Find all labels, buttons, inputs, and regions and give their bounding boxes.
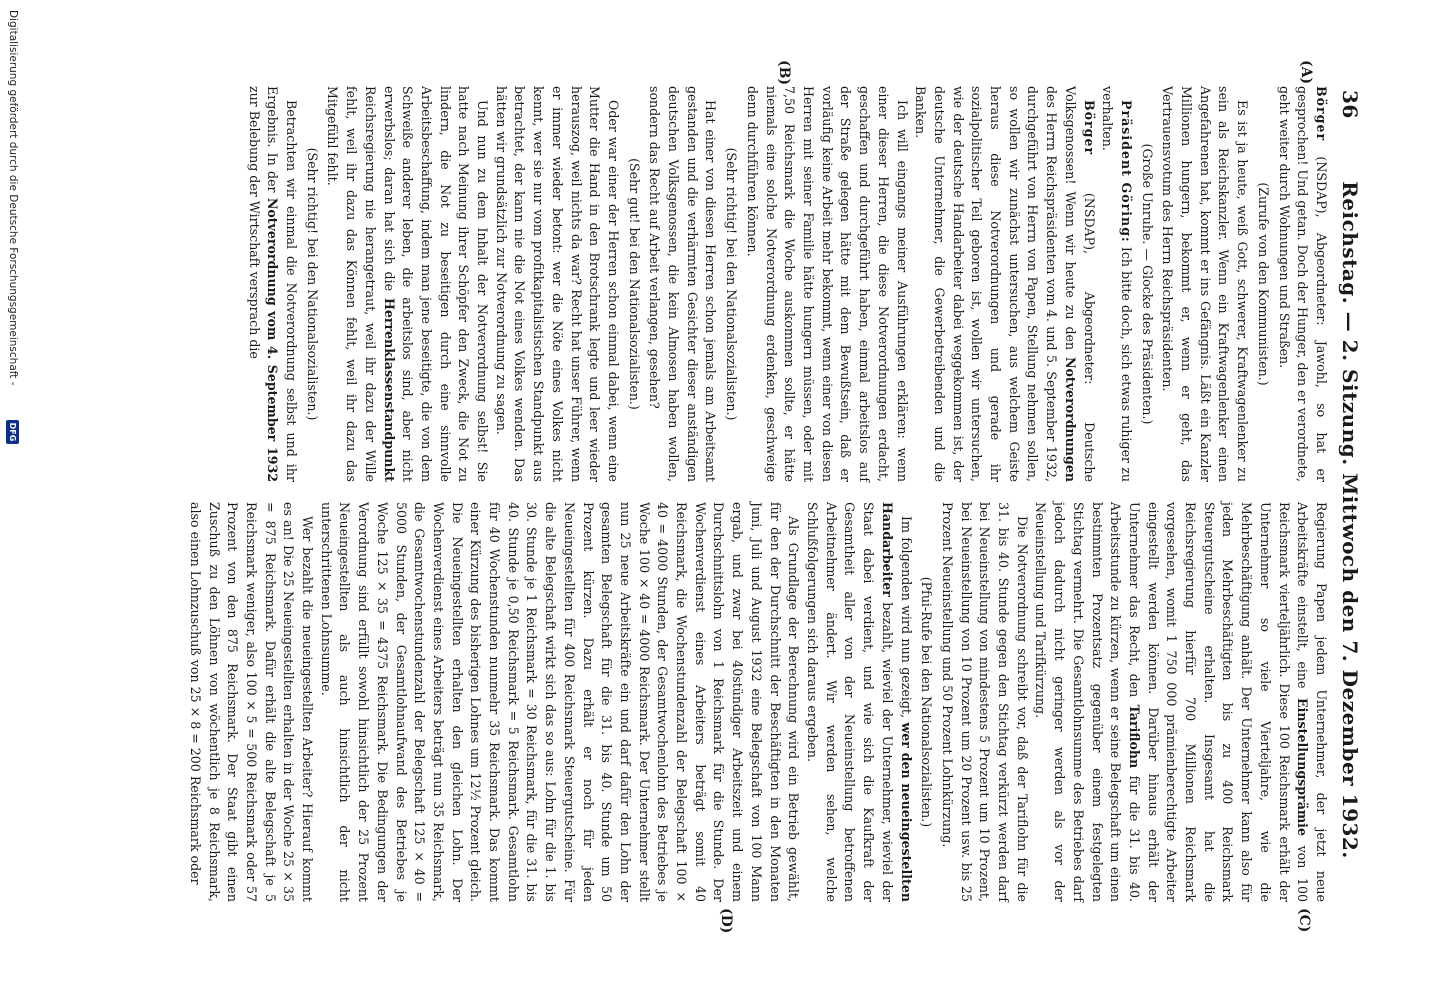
- paragraph-text: des Herrn Reichspräsidenten vom 4. und 5. September 1932, durchgeführt von Herrn von Papen, Stellung nehmen sollen, so wollen wir zunächst untersuchen, aus welchem Geiste heraus diese Notverordnungen und gerade ihr sozialpolitischer Teil geboren ist, wollen wir untersuchen, wie der deutsche Handarbeiter dabei weggekommen ist, der deutsche Unternehmer, die Gewerbetreibenden und die Banken.: [913, 86, 1060, 482]
- paragraph-text: von 100 Reichsmark vierteljährlich. Diese 100 Reichsmark erhält der Unternehmer so viele Vierteljahre, wie die Mehrbeschäftigung anhält. Der Unternehmer kann also für jeden Mehrbeschäftigten bis zu 400 Reichsmark Steuergutscheine erhalten. Insgesamt hat die Reichsregierung hierfür 700 Millionen Reichsmark vorgesehen, womit 1 750 000 prämienberechtigte Arbeiter eingestellt werden können. Darüber hinaus erhält der Unternehmer das Recht, den: [1126, 502, 1311, 902]
- emphasis-text: Herrenklassenstandpunkt: [381, 297, 397, 482]
- paragraph: Es ist ja heute, weiß Gott, schwerer, Kraftwagenlenker zu sein als Reichskanzler. Wenn ein Kraftwagenlenker einen Angefahrenen hat, kommt er ins Gefängnis. Läßt ein Kanzler Millionen hungern, bekommt er, wenn er geht, das Vertrauensvotum des Herrn Reichspräsidenten.: [1160, 86, 1251, 482]
- digitization-footer: [3, 0, 21, 1000]
- interjection: (Sehr richtig! bei den Nationalsozialisten.): [724, 147, 740, 421]
- paragraph: Die Notverordnung schreibt vor, daß der Tariflohn für die 31. bis 40. Stunde gegen den Stichtag verkürzt werden darf bei Neueinstellung von mindestens 5 Prozent um 10 Prozent, bei Neueinstellung von 10 Prozent um 20 Prozent usw. bis 25 Prozent Neueinstellung und 50 Prozent Lohnkürzung.: [939, 502, 1030, 902]
- paragraph-text: (NSDAP), Abgeordneter: Jawohl, so hat er gesprochen! Und getan. Doch der Hunger, den er verordnete, geht weiter durch Wohnungen und Straßen.: [1276, 86, 1329, 482]
- left-column: [246, 86, 1330, 482]
- margin-letter-a: (A): [1298, 60, 1314, 85]
- paragraph: Als Grundlage der Berechnung wird ein Betrieb gewählt, für den der Durchschnitt der Beschäftigten in den Monaten Juni, Juli und August 1932 eine Belegschaft von 100 Mann ergab, und zwar bei 40stündiger Arbeitszeit und einem Durchschnittslohn von 1 Reichsmark für die Stunde. Der Wochenverdienst eines Arbeiters beträgt somit 40 Reichsmark, die Wochenstundenzahl der Belegschaft 100 × 40 = 4000 Stunden, der Gesamtwochenlohn des Betriebes je Woche 100 × 40 = 4000 Reichsmark. Der Unternehmer stellt nun 25 neue Arbeitskräfte ein und darf dafür den Lohn der gesamten Belegschaft für die 31. bis 40. Stunde um 50 Prozent kürzen. Dazu erhält er noch für jeden Neueingestellten für 400 Reichsmark Steuergutscheine. Für die alte Belegschaft wirkt sich das so aus: Lohn für die 1. bis 30. Stunde je 1 Reichsmark = 30 Reichsmark, für die 31. bis 40. Stunde je 0,50 Reichsmark = 5 Reichsmark. Gesamtlohn für 40 Wochenstunden nunmehr 35 Reichsmark. Das kommt einer Kürzung des bisherigen Lohnes um 12½ Prozent gleich. Die Neueingestellten erhalten den gleichen Lohn. Der Wochenverdienst eines Arbeiters beträgt nun 35 Reichsmark, die Gesamtwochenstundenzahl der Belegschaft 125 × 40 = 5000 Stunden, der Gesamtlohnaufwand des Betriebes je Woche 125 × 35 = 4375 Reichsmark. Die Bedingungen der Verordnung sind erfüllt sowohl hinsichtlich der 25 Prozent Neueingestellten als auch hinsichtlich der nicht unterschrittenen Lohnsumme.: [318, 502, 802, 902]
- emphasis-text: Einstellungsprämie: [1295, 698, 1311, 836]
- paragraph-text: Regierung Papen jedem Unternehmer, der jetzt neue Arbeitskräfte einstellt, eine: [1295, 502, 1329, 902]
- paragraph-text: Ich bitte doch, sich etwas ruhiger zu verhalten.: [1100, 86, 1134, 482]
- emphasis-text: Tariflohn: [1126, 704, 1142, 769]
- interjection: (Sehr richtig! bei den Nationalsozialisten.): [304, 147, 320, 421]
- interjection: (Zurufe von den Kommunisten.): [1255, 182, 1271, 386]
- paragraph: Oder war einer der Herren schon einmal dabei, wenn eine Mutter die Hand in den Brotschrank legte und leer wieder herauszog, weil nichts da war? Recht hat unser Führer, wenn er immer wieder betont: wer die Nöte eines Volkes nicht kennt, wer sie nur vom profitkapitalistischen Standpunkt aus betrachtet, der kann nie die Not eines Volkes wenden. Das hätten wir grundsätzlich zur Notverordnung zu sagen.: [493, 86, 621, 482]
- page-number: 36: [1338, 90, 1362, 119]
- paragraph-text: zur Belebung der Wirtschaft versprach die: [246, 86, 262, 359]
- paragraph-text: Und nun zu dem Inhalt der Notverordnung selbst! Sie hatte nach Meinung ihrer Schöpfer den Zweck, die Not zu lindern, die Not zu beseitigen durch eine sinnvolle Arbeitsbeschaffung, indem man jene beseitigte, die von dem Schweiße anderer leben, die arbeitslos sind, aber nicht erwerbslos; daran hat sich die: [381, 86, 491, 482]
- paragraph: Wer bezahlt die neueingestellten Arbeiter? Hierauf kommt es an! Die 25 Neueingestellten erhalten in der Woche 25 × 35 = 875 Reichsmark. Dafür erhält die alte Belegschaft je 5 Reichsmark weniger, also 100 × 5 = 500 Reichsmark oder 57 Prozent von den 875 Reichsmark. Der Staat gibt einen Zuschuß zu den Löhnen von wöchentlich je 8 Reichsmark, also einen Lohnzuschuß von 25 × 8 = 200 Reichsmark oder: [187, 502, 316, 902]
- speaker-name: Börger: [1314, 86, 1329, 142]
- page-title: Reichstag. — 2. Sitzung. Mittwoch den 7. Dezember 1932.: [1338, 181, 1362, 859]
- interjection: (Große Unruhe. — Glocke des Präsidenten.): [1139, 143, 1155, 425]
- emphasis-text: wer den neueingestellten Handarbeiter: [879, 502, 914, 902]
- paragraph: [911, 86, 1098, 482]
- paragraph: [802, 502, 914, 902]
- emphasis-text: Notverordnungen: [1062, 357, 1078, 482]
- paragraph: Ich will eingangs meiner Ausführungen erklären: wenn einer dieser Herren, die diese Notverordnungen erdacht, geschaffen und durchgeführt haben, einmal arbeitslos auf der Straße gelegen hätte mit dem Bewußtsein, daß er vorläufig keine Arbeit mehr bekommt, wenn einer von diesen Herren mit seiner Familie hätte hungern müssen, oder mit 7,50 Reichsmark die Woche auskommen sollte, er hätte niemals eine solche Notverordnung erdenken, geschweige denn durchführen können.: [744, 86, 910, 482]
- paragraph-text: bezahlt, wieviel der Unternehmer, wieviel der Staat dabei verdient, und wie sich die Kaufkraft der Gesamtheit aller von der Neueinstellung betroffenen Arbeitnehmer ändert. Wir werden sehen, welche Schlußfolgerungen sich daraus ergeben.: [805, 502, 895, 902]
- paragraph-text: (NSDAP), Abgeordneter: Deutsche Volksgenossen! Wenn wir heute zu den: [1062, 86, 1097, 482]
- margin-letter-c: (C): [1296, 908, 1312, 933]
- speaker-name: Börger: [1081, 100, 1097, 156]
- right-column: [187, 502, 1330, 902]
- paragraph: [323, 86, 491, 482]
- paragraph-text: für die 31. bis 40. Arbeitsstunde zu kürzen, wenn er seine Belegschaft um einen bestimmten Prozentsatz gegenüber einem festgelegten Stichtag vermehrt. Die Gesamtlohnsumme des Betriebes darf jedoch dadurch nicht geringer werden als vor der Neueinstellung und Tarifkürzung.: [1033, 502, 1142, 902]
- interjection: (Pfui-Rufe bei den Nationalsozialisten.): [919, 576, 935, 828]
- footer-text: Digitalisierung gefördert durch die Deutsche Forschungsgemeinschaft -: [7, 10, 19, 386]
- emphasis-text: Notverordnung vom 4. September 1932: [265, 197, 281, 482]
- interjection: (Sehr gut! bei den Nationalsozialisten.): [626, 158, 642, 410]
- paragraph-text: Reichsregierung nie herangetraut, weil ihr dazu der Wille fehlt, weil ihr dazu das Können fehlt, weil ihr dazu das Mitgefühl fehlt.: [325, 86, 378, 482]
- paragraph: [1098, 86, 1135, 482]
- paragraph: [1031, 502, 1330, 902]
- paragraph: [1274, 86, 1330, 482]
- margin-letter-b: (B): [776, 60, 792, 86]
- paragraph-text: Betrachten wir einmal die Notverordnung selbst und ihr Ergebnis. In der: [265, 86, 300, 482]
- paragraph: Hat einer von diesen Herren schon jemals am Arbeitsamt gestanden und die verhärmten Gesichter dieser anständigen deutschen Volksgenossen, die kein Almosen haben wollen, sondern das Recht auf Arbeit verlangen, gesehen?: [647, 86, 719, 482]
- dfg-logo: DFG: [6, 420, 19, 444]
- speaker-name: Präsident Göring:: [1118, 100, 1134, 243]
- paragraph: [244, 86, 300, 482]
- page-header: [1334, 90, 1362, 890]
- paragraph-text: Im folgenden wird nun gezeigt,: [898, 516, 914, 723]
- margin-letter-d: (D): [718, 908, 734, 934]
